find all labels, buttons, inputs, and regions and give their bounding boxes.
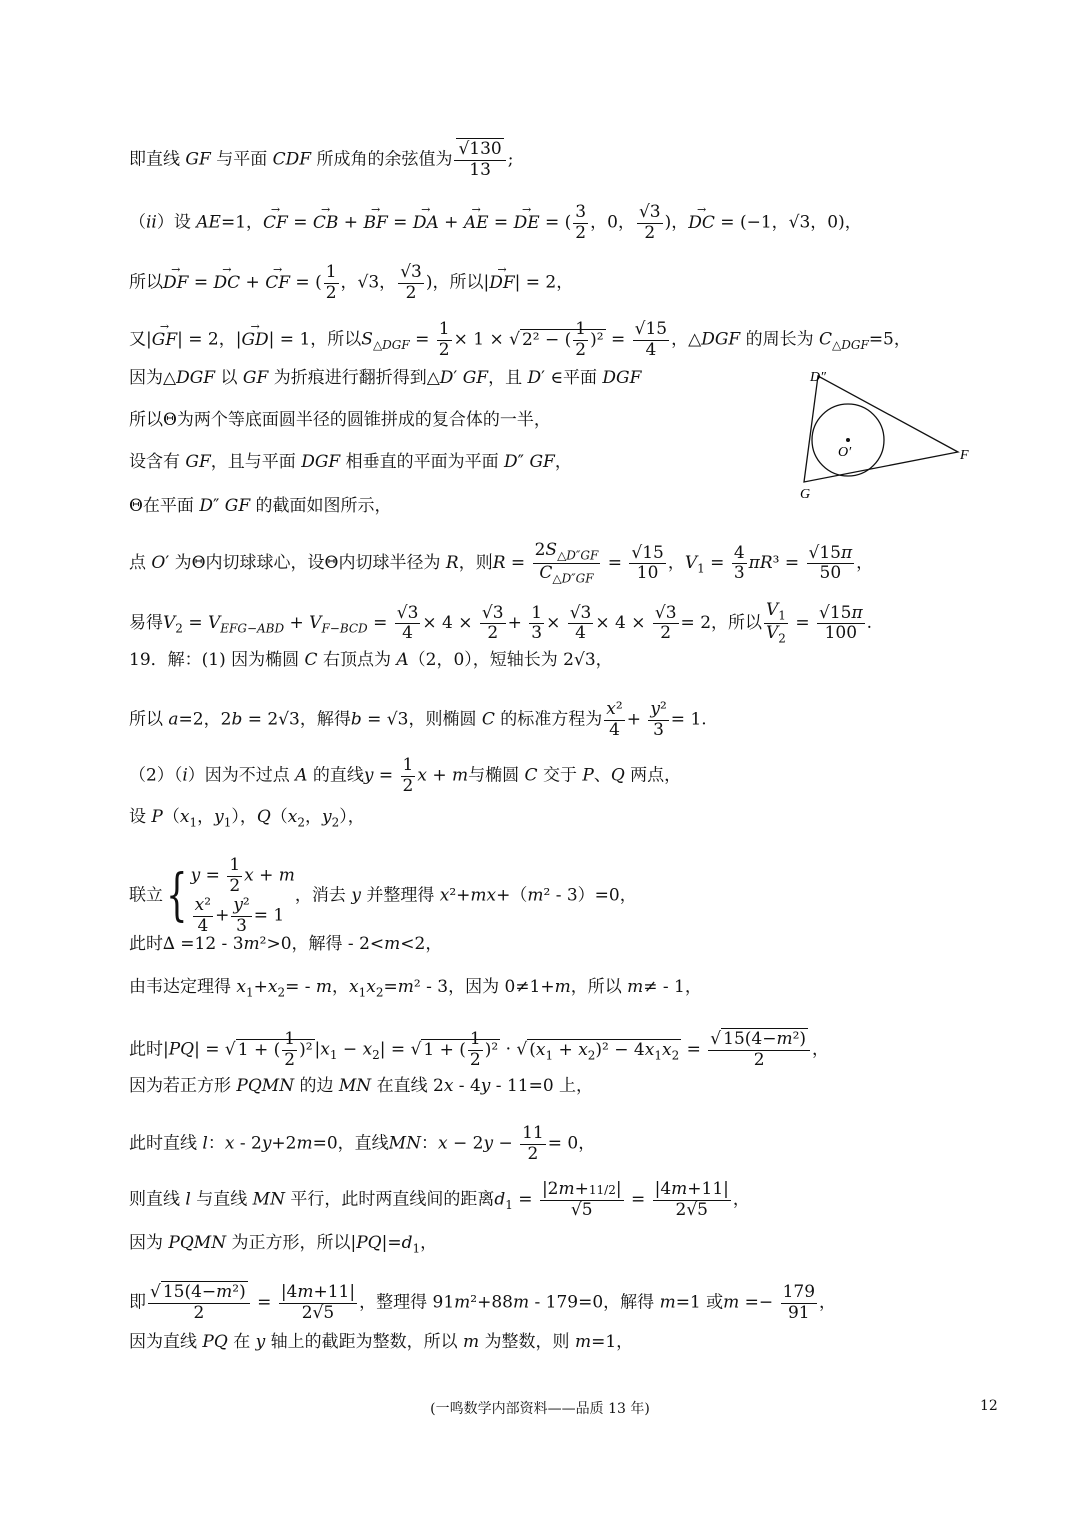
line-4: 又|→ GF| = 2，|→ GD| = 1，所以$S_{\triangle DGF}$ = $\frac{1}{2}$ × 1 × √ 2² − ( $\frac{1}{2}$ )² = $\frac{√15}{4}$ ，△DGF 的周长为 $C_{\triangle DGF}=5$， xyxy=(129,320,911,360)
line-16: 此时∆ =12 - 3m²>0，解得 - 2<m<2， xyxy=(129,934,443,954)
line-3: 所以→ DF = → DC + → CF = ( $\frac{1}{2}$ ，√3， $\frac{√3}{2}$ )，所以|→ DF| = 2， xyxy=(129,263,573,303)
line-2: （ii）设 AE=1，→ CF = → CB + → BF = → DA + → AE = → DE = ( $\frac{3}{2}$ ，0， $\frac{√3}{2}$ )，→ DC = (−1，√3，0)， xyxy=(129,203,862,243)
line-14: 设 $P(x_1$，$y_1$），$Q(x_2$，$y_2$）， xyxy=(129,807,365,830)
line-13: （2）（i）因为不过点 A 的直线y = $\frac{1}{2}$ x + m与椭圆 C 交于 P、Q 两点， xyxy=(129,755,682,796)
line-9: 点 O′ 为Θ内切球球心，设Θ内切球半径为 R，则R = $\frac{2S_{\triangle D''GF}}{C_{\triangle D''GF}}$ = $\frac{√15}{10}$ ，$V_1$ = $\frac{4}{3}$ πR³ = $\frac{√15\pi}{50}$ ， xyxy=(129,540,874,586)
page-number: 12 xyxy=(980,1398,998,1414)
label-d-double-prime: D″ xyxy=(810,370,826,385)
line-11: 19．解：(1) 因为椭圆 C 右顶点为 A（2，0），短轴长为 2√3， xyxy=(129,650,613,670)
page-footer: (一鸣数学内部资料——品质 13 年) xyxy=(430,1401,650,1417)
line-23: 即 $\frac{\text{√ 15(4−m²)}}{2}$ = $\frac{|4m+11|}{2√5}$ ，整理得 91m²+88m - 179=0，解得 m=1 或m =− $\frac{179}{91}$ ， xyxy=(129,1282,837,1323)
line-6: 所以Θ为两个等底面圆半径的圆锥拼成的复合体的一半， xyxy=(129,410,551,430)
line-20: 此时直线 l：x - 2y+2m=0，直线MN：x − 2y − $\frac{11}{2}$ = 0， xyxy=(129,1123,596,1164)
triangle-dgf xyxy=(804,376,958,482)
line-21: 则直线 l 与直线 MN 平行，此时两直线间的距离$d_1$ = $\frac{|2m+11/2|}{√5}$ = $\frac{|4m+11|}{2√5}$ ， xyxy=(129,1179,750,1220)
center-point xyxy=(846,438,850,442)
cross-section-figure xyxy=(790,362,990,512)
line-5: 因为△DGF 以 GF 为折痕进行翻折得到△D′ GF，且 D′ ∈平面 DGF xyxy=(129,368,642,388)
line-22: 因为 PQMN 为正方形，所以$|PQ|=d_1$， xyxy=(129,1233,438,1256)
line-12: 所以 a=2，2b = 2√3，解得b = √3，则椭圆 C 的标准方程为 $\frac{\text{x²}}{4}$ + $\frac{\text{y²}}{3}$ = 1. xyxy=(129,699,707,740)
label-o-prime: O′ xyxy=(838,445,852,460)
line-1: 即直线 GF 与平面 CDF 所成角的余弦值为 $\frac{√130}{13}$ ; xyxy=(129,139,514,180)
label-f: F xyxy=(960,448,969,463)
line-19: 因为若正方形 PQMN 的边 MN 在直线 2x - 4y - 11=0 上， xyxy=(129,1076,594,1096)
label-g: G xyxy=(800,487,811,502)
line-8: Θ在平面 D″ GF 的截面如图所示， xyxy=(129,496,392,516)
line-18: 此时|PQ| = √ 1 + ( $\frac{1}{2}$ )² $|x_1 - x_2|$ = √ 1 + ( $\frac{1}{2}$ )² · √ $(x_1 + x_2)^2 - 4x_1x_2$ = $\frac{\text{√ 15(4−m²)}}{2}$ ， xyxy=(129,1029,830,1070)
line-10: 易得$V_2 = V_{EFG-ABD} + V_{F-BCD}$ = $\frac{√3}{4}$ × 4 × $\frac{√3}{2}$ + $\frac{1}{3}$ × $\frac{√3}{4}$ × 4 × $\frac{√3}{2}$ = 2，所以 $\frac{V_1}{V_2}$ = $\frac{√15\pi}{100}$ . xyxy=(129,600,873,646)
line-7: 设含有 GF，且与平面 DGF 相垂直的平面为平面 D″ GF， xyxy=(129,452,572,472)
line-24: 因为直线 PQ 在 y 轴上的截距为整数，所以 m 为整数，则 m=1， xyxy=(129,1332,634,1352)
line-15: 联立{ y = $\frac{1}{2}$ x + m $\frac{\text{x²}}{4}$ + $\frac{\text{y²}}{3}$ = 1 ，消去 y 并整理得 x²+mx+（m² - 3）=0， xyxy=(129,855,637,936)
line-17: 由韦达定理得 $x_1+x_2= - m$，$x_1x_2=m^2 - 3$，因为 0≠1+m，所以 m≠ - 1， xyxy=(129,977,702,1000)
